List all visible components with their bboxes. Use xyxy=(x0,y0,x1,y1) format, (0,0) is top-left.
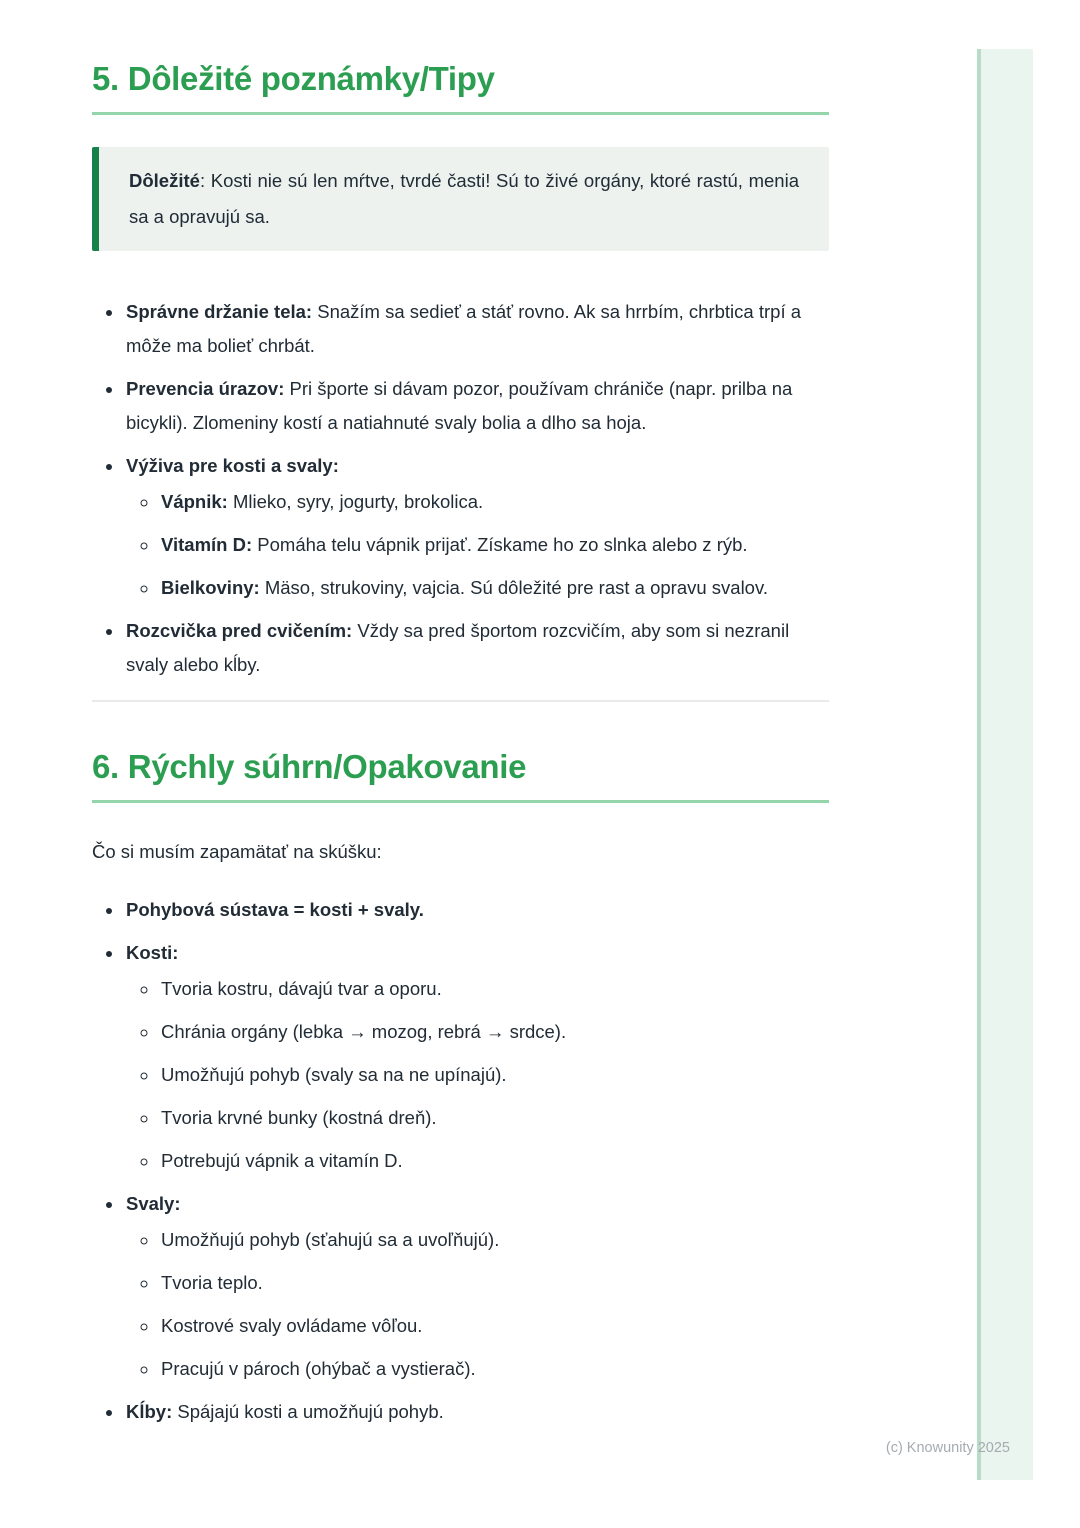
sub-list xyxy=(126,1223,829,1386)
item-lead: Pohybová sústava = kosti + svaly. xyxy=(126,899,424,920)
item-body: Pomáha telu vápnik prijať. Získame ho zo slnka alebo z rýb. xyxy=(252,534,748,555)
item-lead: Vitamín D: xyxy=(161,534,253,555)
notes-content xyxy=(92,0,829,1438)
sub-list-item xyxy=(159,571,829,605)
sub-list-item: ◦ Tvoria teplo. xyxy=(159,1266,829,1300)
section-5 xyxy=(92,58,829,682)
list-item xyxy=(124,1395,829,1429)
list-item xyxy=(124,614,829,682)
item-body: Spájajú kosti a umožňujú pohyb. xyxy=(172,1401,444,1422)
section-divider xyxy=(92,700,829,702)
list-item xyxy=(124,449,829,605)
callout-body: : Kosti nie sú len mŕtve, tvrdé časti! Sú to živé orgány, ktoré rastú, menia sa a opravujú sa. xyxy=(129,170,799,227)
copyright-notice: (c) Knowunity 2025 xyxy=(885,1440,1010,1456)
sub-list-item xyxy=(159,528,829,562)
section-5-title: 5. Dôležité poznámky/Tipy xyxy=(92,60,495,97)
item-body: Mlieko, syry, jogurty, brokolica. xyxy=(227,491,484,512)
sub-list-item xyxy=(159,485,829,519)
callout-label: Dôležité xyxy=(129,170,200,191)
sub-list-item: ◦ Chránia orgány (lebka → mozog, rebrá → srdce). xyxy=(159,1015,829,1049)
sub-list-item: ◦ Kostrové svaly ovládame vôľou. xyxy=(159,1309,829,1343)
section-6-intro: Čo si musím zapamätať na skúšku: xyxy=(92,841,382,862)
item-body: Pri športe si dávam pozor, používam chrániče (napr. prilba na bicykli). Zlomeniny kostí a natiahnuté svaly bolia a dlho sa hoja. xyxy=(126,378,793,433)
item-lead: Vápnik: xyxy=(161,491,228,512)
item-lead: Kĺby: xyxy=(126,1401,173,1422)
list-item xyxy=(124,936,829,1178)
section-6-bullet-list xyxy=(92,893,829,1429)
section-6-title: 6. Rýchly súhrn/Opakovanie xyxy=(92,748,527,785)
section-6 xyxy=(92,746,829,1429)
sub-list-item: ◦ Umožňujú pohyb (svaly sa na ne upínajú). xyxy=(159,1058,829,1092)
callout-text xyxy=(129,163,799,235)
list-item xyxy=(124,1187,829,1386)
sub-list-item: ◦ Pracujú v pároch (ohýbač a vystierač). xyxy=(159,1352,829,1386)
sub-list-item: ◦ Tvoria krvné bunky (kostná dreň). xyxy=(159,1101,829,1135)
sub-list-item: ◦ Umožňujú pohyb (sťahujú sa a uvoľňujú). xyxy=(159,1223,829,1257)
sub-list xyxy=(126,485,829,605)
item-body: Vždy sa pred športom rozcvičím, aby som si nezranil svaly alebo kĺby. xyxy=(126,620,790,675)
item-lead: Prevencia úrazov: xyxy=(126,378,285,399)
section-5-bullet-list xyxy=(92,295,829,682)
item-lead: Bielkoviny: xyxy=(161,577,260,598)
item-lead: Správne držanie tela: xyxy=(126,301,313,322)
section-6-title-underline xyxy=(92,800,829,803)
item-lead: Svaly: xyxy=(126,1193,181,1214)
item-lead: Rozcvička pred cvičením: xyxy=(126,620,353,641)
list-item xyxy=(124,893,829,927)
side-accent-bar xyxy=(977,49,1033,1480)
important-callout xyxy=(92,147,829,251)
item-body: Mäso, strukoviny, vajcia. Sú dôležité pre rast a opravu svalov. xyxy=(259,577,768,598)
list-item xyxy=(124,295,829,363)
sub-list-item: ◦ Tvoria kostru, dávajú tvar a oporu. xyxy=(159,972,829,1006)
item-lead: Výživa pre kosti a svaly: xyxy=(126,455,339,476)
list-item xyxy=(124,372,829,440)
sub-list-item: ◦ Potrebujú vápnik a vitamín D. xyxy=(159,1144,829,1178)
item-lead: Kosti: xyxy=(126,942,179,963)
sub-list xyxy=(126,972,829,1178)
item-body: Snažím sa sedieť a stáť rovno. Ak sa hrrbím, chrbtica trpí a môže ma bolieť chrbát. xyxy=(126,301,802,356)
section-5-title-underline xyxy=(92,112,829,115)
